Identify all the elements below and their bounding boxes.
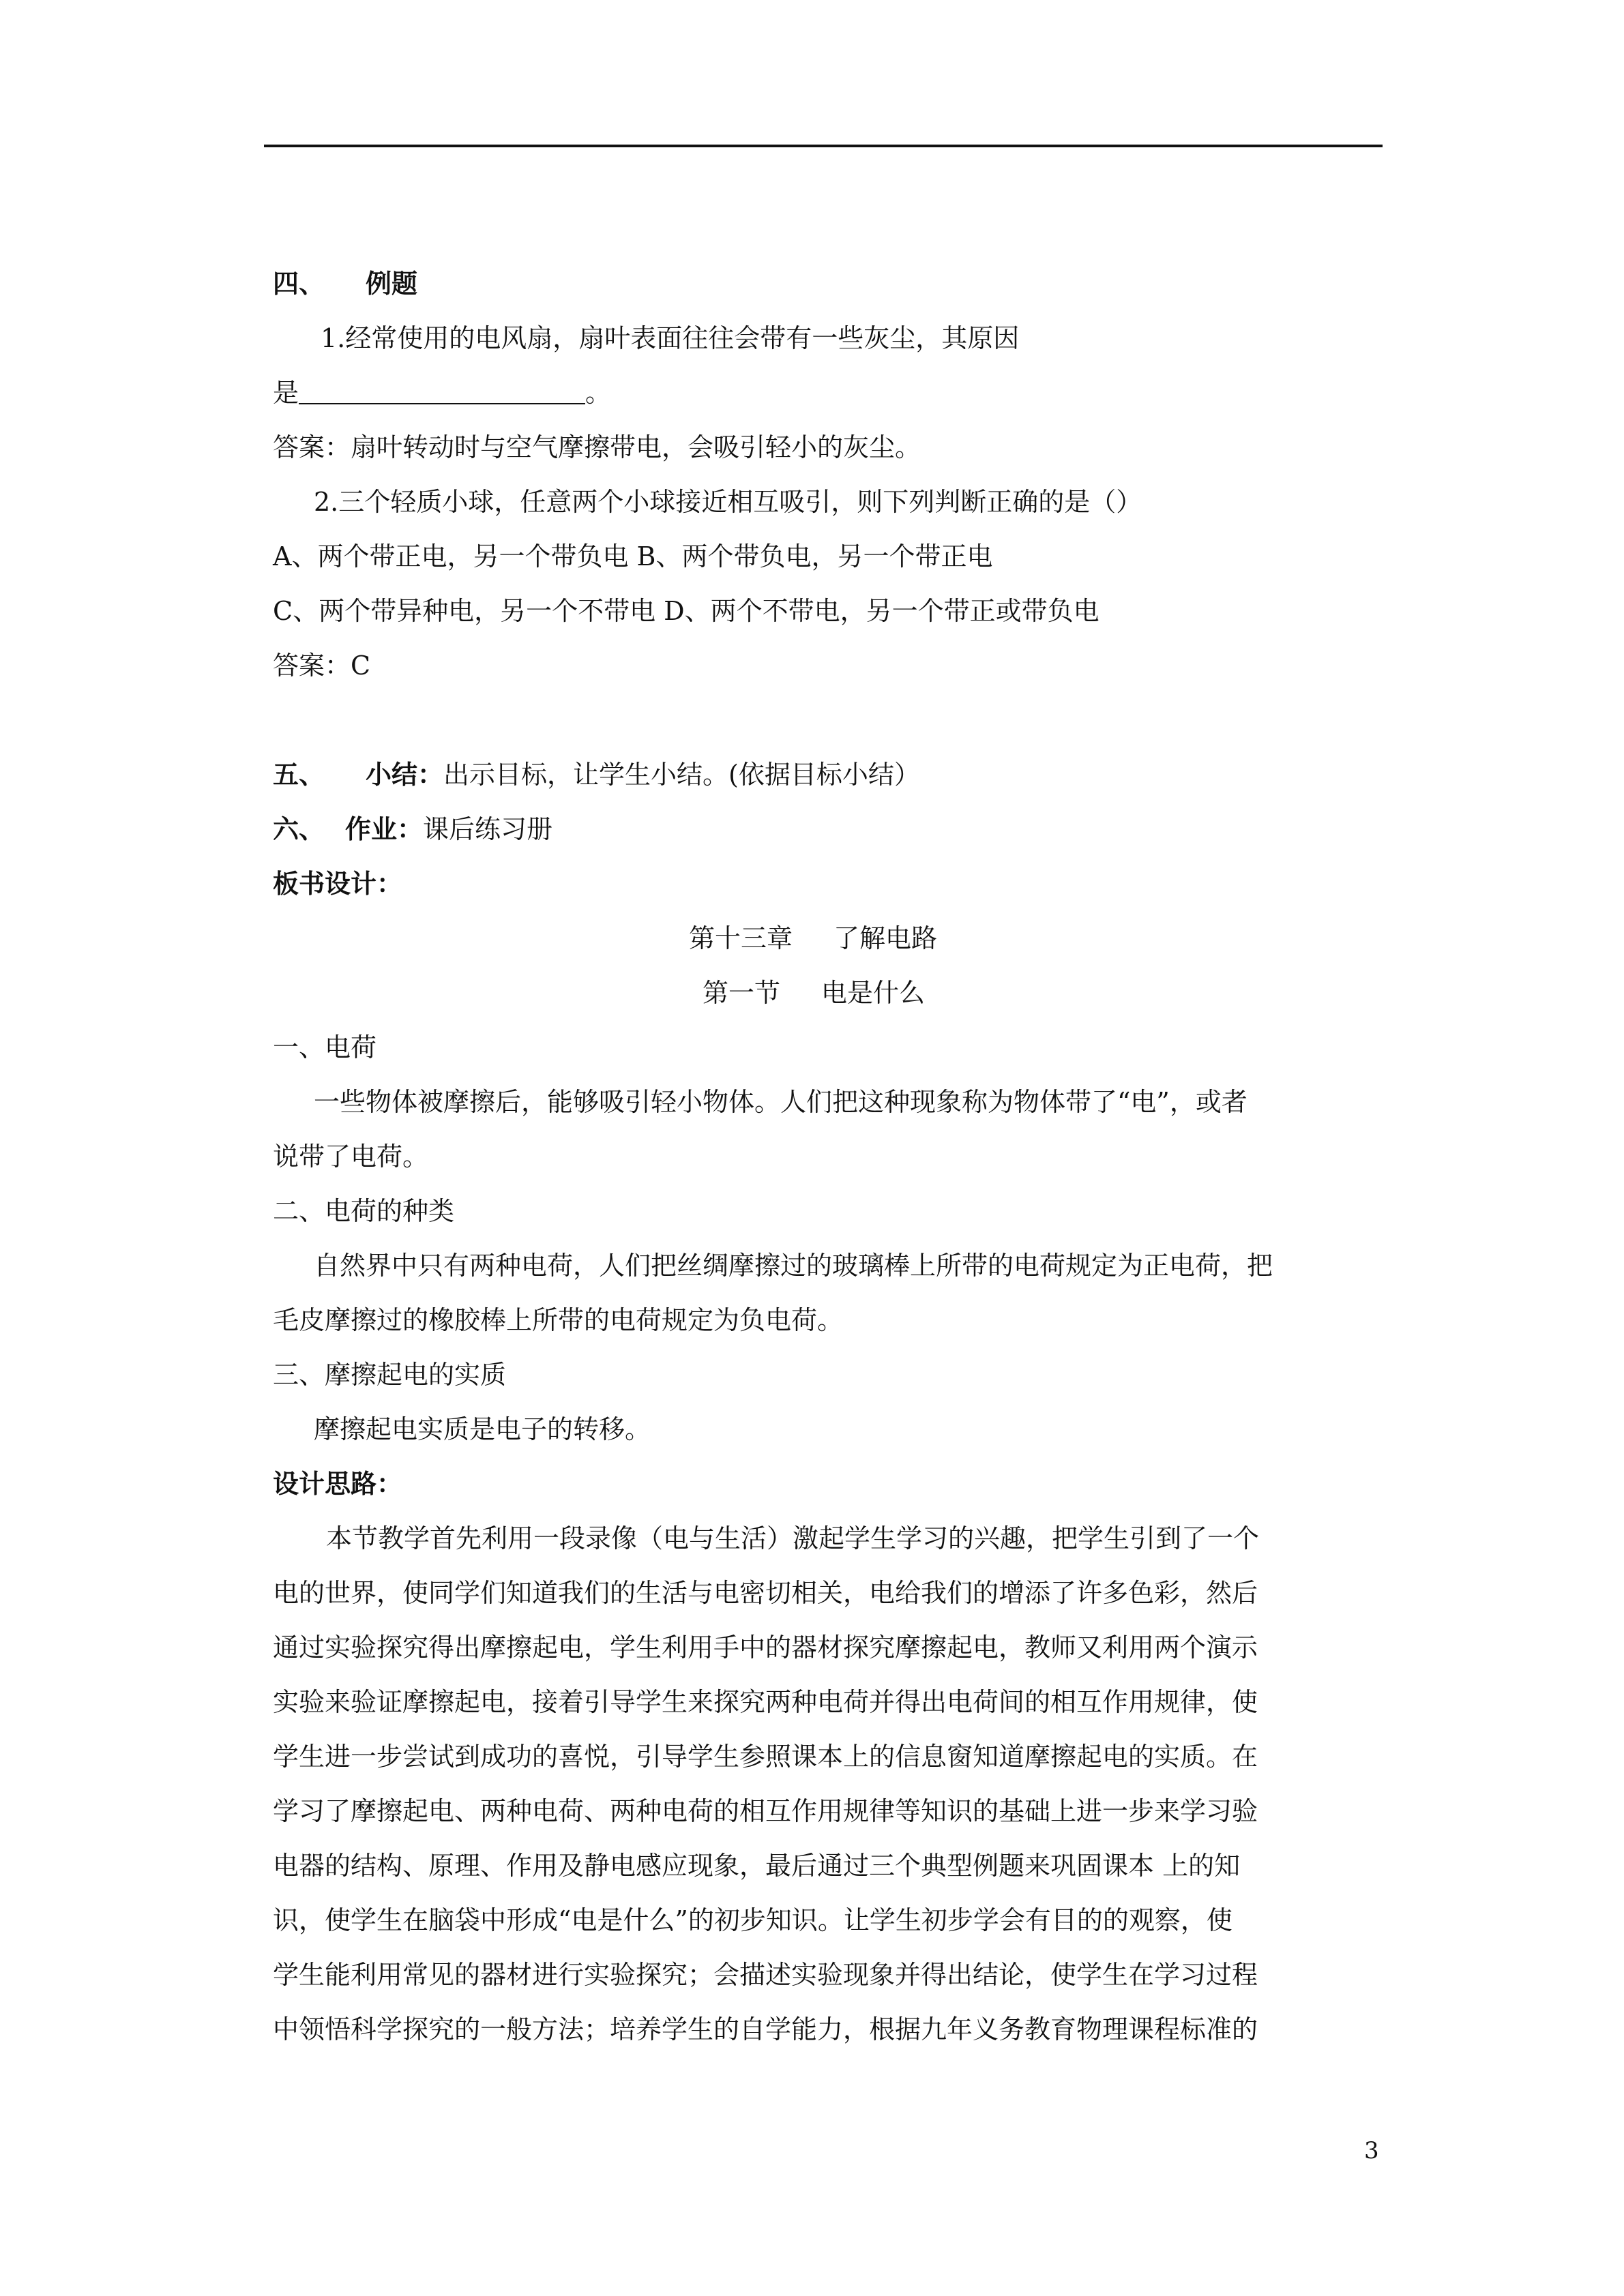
board-item-1-heading: 一、电荷 [273, 1032, 377, 1062]
design-paragraph-line: 学生能利用常见的器材进行实验探究；会描述实验现象并得出结论，使学生在学习过程 [273, 1960, 1258, 1990]
header-rule [264, 145, 1383, 147]
design-paragraph-line: 电器的结构、原理、作用及静电感应现象，最后通过三个典型例题来巩固课本 上的知 [273, 1851, 1241, 1881]
design-heading: 设计思路： [273, 1468, 403, 1499]
design-paragraph-line: 实验来验证摩擦起电，接着引导学生来探究两种电荷并得出电荷间的相互作用规律，使 [273, 1687, 1258, 1717]
board-item-2-heading: 二、电荷的种类 [273, 1196, 455, 1226]
design-paragraph-line: 中领悟科学探究的一般方法；培养学生的自学能力，根据九年义务教育物理课程标准的 [273, 2014, 1258, 2044]
answer-2: 答案：C [273, 651, 371, 681]
question-1: 1.经常使用的电风扇，扇叶表面往往会带有一些灰尘，其原因 [321, 323, 1020, 353]
section-5-summary: 五、 小结：出示目标，让学生小结。(依据目标小结） [273, 759, 920, 790]
answer-1: 答案：扇叶转动时与空气摩擦带电，会吸引轻小的灰尘。 [273, 432, 921, 462]
board-design-heading: 板书设计： [273, 868, 403, 899]
question-2: 2.三个轻质小球，任意两个小球接近相互吸引，则下列判断正确的是（） [314, 487, 1142, 517]
section-6-homework: 六、 作业：课后练习册 [273, 814, 553, 844]
board-item-3-text: 摩擦起电实质是电子的转移。 [314, 1414, 651, 1444]
chapter-title: 第十三章 了解电路 [689, 923, 938, 953]
answer-blank [299, 378, 585, 404]
design-paragraph-line: 学习了摩擦起电、两种电荷、两种电荷的相互作用规律等知识的基础上进一步来学习验 [273, 1796, 1258, 1826]
board-item-3-heading: 三、摩擦起电的实质 [273, 1360, 507, 1390]
section-4-heading: 四、 例题 [273, 268, 418, 299]
board-item-1-text-cont: 说带了电荷。 [273, 1142, 429, 1172]
board-item-1-text: 一些物体被摩擦后，能够吸引轻小物体。人们把这种现象称为物体带了“电”，或者 [314, 1087, 1247, 1117]
section-title: 第一节 电是什么 [703, 978, 926, 1008]
question-1-blank-line: 是 。 [273, 378, 612, 408]
options-ab: A、两个带正电，另一个带负电 B、两个带负电，另一个带正电 [273, 541, 993, 571]
page-number: 3 [1364, 2137, 1379, 2164]
options-cd: C、两个带异种电，另一个不带电 D、两个不带电，另一个带正或带负电 [273, 596, 1099, 626]
board-item-2-text-cont: 毛皮摩擦过的橡胶棒上所带的电荷规定为负电荷。 [273, 1305, 844, 1335]
design-paragraph-line: 本节教学首先利用一段录像（电与生活）激起学生学习的兴趣，把学生引到了一个 [326, 1523, 1260, 1553]
design-paragraph-line: 学生进一步尝试到成功的喜悦，引导学生参照课本上的信息窗知道摩擦起电的实质。在 [273, 1742, 1258, 1772]
design-paragraph-line: 通过实验探究得出摩擦起电，学生利用手中的器材探究摩擦起电，教师又利用两个演示 [273, 1632, 1258, 1663]
design-paragraph-line: 识，使学生在脑袋中形成“电是什么”的初步知识。让学生初步学会有目的的观察，使 [273, 1905, 1232, 1935]
board-item-2-text: 自然界中只有两种电荷，人们把丝绸摩擦过的玻璃棒上所带的电荷规定为正电荷，把 [314, 1251, 1273, 1281]
design-paragraph-line: 电的世界，使同学们知道我们的生活与电密切相关，电给我们的增添了许多色彩，然后 [273, 1578, 1258, 1608]
